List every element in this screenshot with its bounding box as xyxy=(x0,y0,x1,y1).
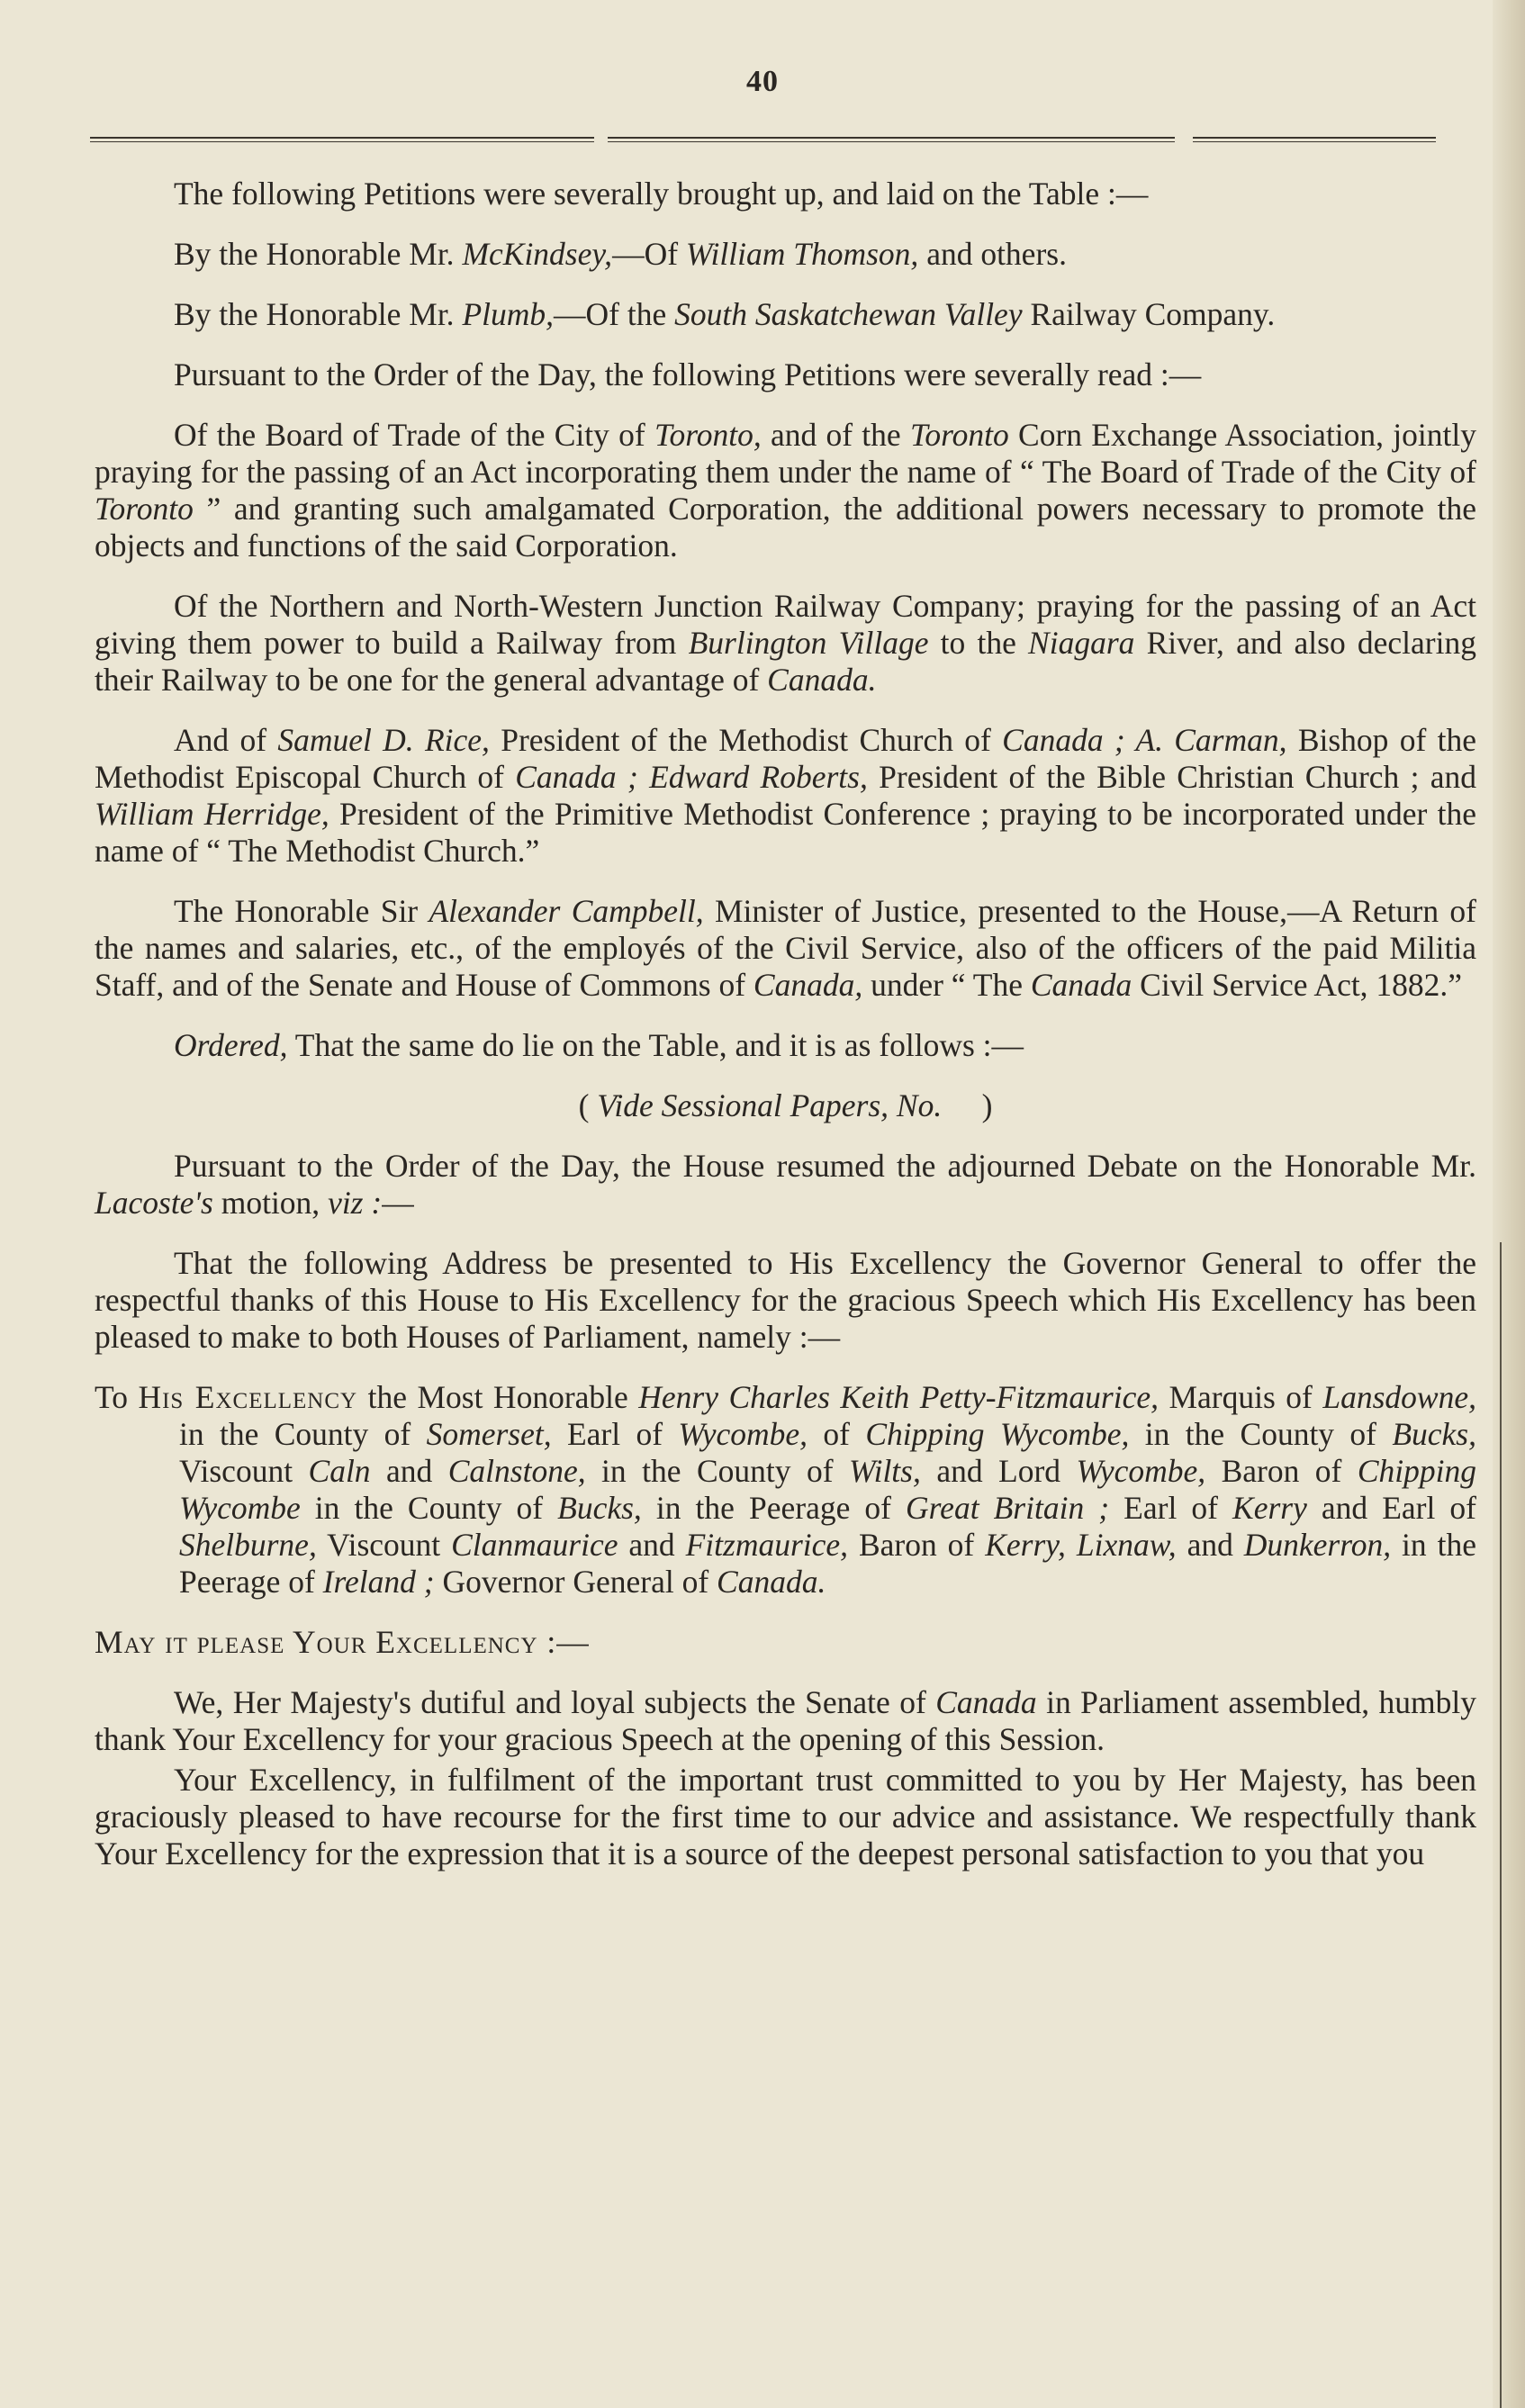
petition-mckindsey: By the Honorable Mr. McKindsey,—Of William Thomson, and others. xyxy=(174,236,1067,272)
ordered-paragraph: Ordered, That the same do lie on the Table, and it is as follows :— xyxy=(174,1027,1024,1063)
address-salutation: To His Excellency the Most Honorable Henry Charles Keith Petty-Fitzmaurice, Marquis of Lansdowne, in the County of Somerset, Earl of Wycombe, of Chipping Wycombe, in the County of Bucks, Viscount Caln and Calnstone, in the County of Wilts, and Lord Wycombe, Baron of Chipping Wycombe in the County of Bucks, in the Peerage of Great Britain ; Earl of Kerry and Earl of Shelburne, Viscount Clanmaurice and Fitzmaurice, Baron of Kerry, Lixnaw, and Dunkerron, in the Peerage of Ireland ; Governor General of Canada. xyxy=(95,1379,1476,1600)
civil-service-return: The Honorable Sir Alexander Campbell, Minister of Justice, presented to the House,—A Return of the names and salaries, etc., of the employés of the Civil Service, also of the officers of the paid Militia Staff, and of the Senate and House of Commons of Canada, under “ The Canada Civil Service Act, 1882.” xyxy=(95,893,1476,1003)
address-paragraph-1: We, Her Majesty's dutiful and loyal subjects the Senate of Canada in Parliament assembled, humbly thank Your Excellency for your gracious Speech at the opening of this Session. xyxy=(95,1684,1476,1757)
petitions-brought-up: The following Petitions were severally brought up, and laid on the Table :— xyxy=(174,176,1149,212)
page-body xyxy=(95,176,1476,1872)
address-motion: That the following Address be presented to His Excellency the Governor General to offer the respectful thanks of this House to His Excellency for the gracious Speech which His Excellency has been pleased to make to both Houses of Parliament, namely :— xyxy=(95,1245,1476,1355)
petition-northern-railway: Of the Northern and North-Western Junction Railway Company; praying for the passing of an Act giving them power to build a Railway from Burlington Village to the Niagara River, and also declaring their Railway to be one for the general advantage of Canada. xyxy=(95,588,1476,698)
page-edge xyxy=(1493,0,1525,2408)
vide-sessional-papers: ( Vide Sessional Papers, No. ) xyxy=(578,1087,993,1123)
petition-plumb: By the Honorable Mr. Plumb,—Of the South Saskatchewan Valley Railway Company. xyxy=(174,296,1276,332)
adjourned-debate: Pursuant to the Order of the Day, the House resumed the adjourned Debate on the Honorable Mr. Lacoste's motion, viz :— xyxy=(95,1148,1476,1221)
petition-board-of-trade: Of the Board of Trade of the City of Toronto, and of the Toronto Corn Exchange Association, jointly praying for the passing of an Act incorporating them under the name of “ The Board of Trade of the City of Toronto ” and granting such amalgamated Corporation, the additional powers necessary to promote the objects and functions of the said Corporation. xyxy=(95,417,1476,564)
binding-line xyxy=(1500,1242,1502,2408)
page-number: 40 xyxy=(746,65,779,98)
may-it-please-heading: May it please Your Excellency :— xyxy=(95,1624,590,1660)
petition-methodist-church: And of Samuel D. Rice, President of the Methodist Church of Canada ; A. Carman, Bishop of the Methodist Episcopal Church of Canada ; Edward Roberts, President of the Bible Christian Church ; and William Herridge, President of the Primitive Methodist Conference ; praying to be incorporated under the name of “ The Methodist Church.” xyxy=(95,722,1476,869)
petitions-read: Pursuant to the Order of the Day, the following Petitions were severally read :— xyxy=(174,356,1202,392)
header-rule xyxy=(90,137,1440,155)
address-paragraph-2: Your Excellency, in fulfilment of the important trust committed to you by Her Majesty, has been graciously pleased to have recourse for the first time to our advice and assistance. We respectfully thank Your Excellency for the expression that it is a source of the deepest personal satisfaction to you that you xyxy=(95,1762,1476,1871)
